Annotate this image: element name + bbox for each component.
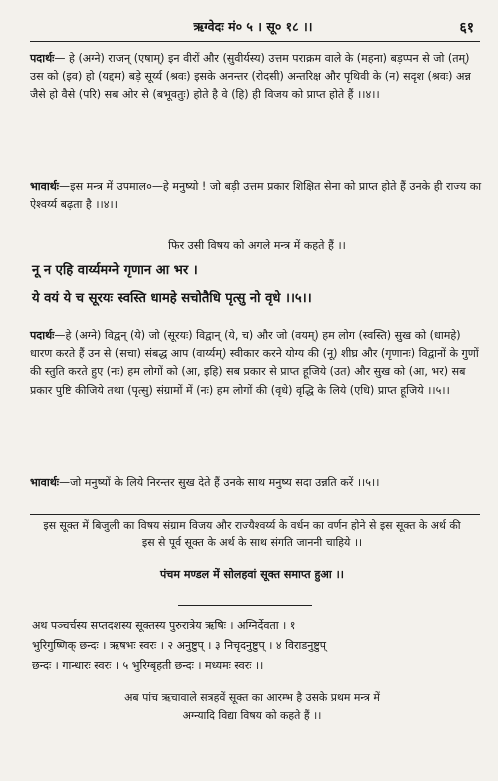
padarth-text: —हे (अग्ने) विद्वन् (ये) जो (सूरयः) विद्वान् (ये, च) और जो (वयम्) हम लोग (स्वस्ति) सुख को (धामहे) धारण करते हैं उन से (सचा) संबद्ध आप (वार्य्यम्) स्वीकार करने योग्य की (नू) शीघ्र और (गृणानः) विद्वानों के गुणों की स्तुति करते हुए (नः) हम लोगों को (आ, इहि) सब प्रकार से प्राप्त हूजिये (उत) और सुख को (आ, भर) सब प्रकार पुष्टि कीजिये तथा (पृत्सु) संग्रामों में (नः) हम लोगों की (वृधे) वृद्धि के लिये (एधि) प्राप्त हूजिये ।।५।।: [30, 329, 483, 397]
bhavarth-label: भावार्थः: [30, 476, 60, 489]
next-sukta-intro-2: अग्न्यादि विद्या विषय को कहते हैं ।।: [182, 709, 322, 722]
mantra-line-1: नू न एहि वार्य्यमग्ने गृणान आ भर ।: [32, 263, 198, 278]
sukta-end-note: पंचम मण्डल में सोलहवां सूक्त समाप्त हुआ ।।: [160, 568, 344, 581]
bhavarth-prev-paragraph: [30, 178, 484, 214]
next-sukta-line-1: अथ पञ्चर्चस्य सप्तदशस्य सूक्तस्य पुरुरात्रेय ऋषिः । अग्निर्देवता । १: [32, 619, 296, 632]
bhavarth-paragraph: [30, 474, 484, 492]
intro-line: फिर उसी विषय को अगले मन्त्र में कहते हैं ।।: [168, 239, 346, 252]
section-rule: [30, 514, 480, 515]
header-rule: [30, 41, 480, 42]
center-divider: [178, 605, 312, 606]
mantra-line-2: ये वयं ये च सूरयः स्वस्ति धामहे सचोतैधि पृत्सु नो वृधे ।।५।।: [32, 291, 312, 306]
next-sukta-line-2: भुरिगुष्णिक् छन्दः । ऋषभः स्वरः । २ अनुष्टुप् । ३ निचृदनुष्टुप् । ४ विराडनुष्टुप्: [32, 639, 327, 652]
page-number: ६१: [459, 20, 474, 36]
padarth-paragraph: [30, 327, 484, 400]
padarth-prev-paragraph: [30, 50, 484, 105]
next-sukta-intro-1: अब पांच ऋचावाले सत्रहवें सूक्त का आरम्भ है उसके प्रथम मन्त्र में: [124, 691, 380, 704]
bhavarth-prev-text: —इस मन्त्र में उपमाल०—हे मनुष्यो ! जो बड़ी उत्तम प्रकार शिक्षित सेना को प्राप्त होते हैं उनके ही राज्य का ऐश्वर्य्य बढ़ता है ।।४।।: [30, 180, 485, 212]
padarth-prev-label: पदार्थः: [30, 52, 55, 65]
bhavarth-text: —जो मनुष्यों के लिये निरन्तर सुख देते हैं उनके साथ मनुष्य सदा उन्नति करें ।।५।।: [59, 476, 380, 489]
next-sukta-line-3: छन्दः । गान्धारः स्वरः । ५ भुरिग्बृहती छन्दः । मध्यमः स्वरः ।।: [32, 659, 264, 672]
summary-note: इस सूक्त में बिजुली का विषय संग्राम विजय और राज्यैश्वर्य्य के वर्धन का वर्णन होने से इस सूक्त के अर्थ की इस से पूर्व सूक्त के अर्थ के साथ संगति जाननी चाहिये ।।: [43, 519, 465, 550]
bhavarth-prev-label: भावार्थः: [30, 180, 60, 193]
padarth-label: पदार्थः: [30, 329, 55, 342]
running-title: ऋग्वेदः मं० ५ । सू० १८ ।।: [193, 19, 313, 34]
padarth-prev-text: — हे (अग्ने) राजन् (एषाम्) इन वीरों और (सुवीर्यस्य) उत्तम पराक्रम वाले के (महना) बड़प्पन से जो (तम्) उस को (इव) हो (यद्दम) बड़े सूर्य्य (श्रवः) इसके अनन्तर (रोदसी) अन्तरिक्ष और पृथिवी के (न) सदृश (श्रवः) अन्न जैसे हो वैसे (परि) सब ओर से (बभूवतुः) होते है वे (हि) ही विजय को प्राप्त होते हैं ।।४।।: [30, 52, 475, 102]
page-header: [22, 18, 484, 40]
